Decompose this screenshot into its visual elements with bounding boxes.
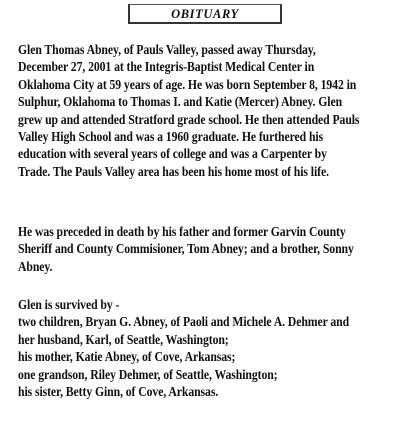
- biography-paragraph: [18, 41, 366, 180]
- text-line: his mother, Katie Abney, of Cove, Arkansas;: [18, 349, 236, 365]
- text-line: December 27, 2001 at the Integris-Baptist Medical Center in: [18, 59, 315, 75]
- text-line: Glen Thomas Abney, of Pauls Valley, passed away Thursday,: [18, 42, 316, 57]
- survived-by-paragraph: [18, 296, 366, 400]
- text-line: Abney.: [18, 258, 53, 274]
- text-line: one grandson, Riley Dehmer, of Seattle, Washington;: [18, 366, 278, 382]
- text-line: Sulphur, Oklahoma to Thomas I. and Katie (Mercer) Abney. Glen: [18, 94, 343, 110]
- text-line: education with several years of college and was a Carpenter by: [18, 146, 327, 162]
- text-line: Valley High School and was a 1960 graduate. He furthered his: [18, 129, 324, 145]
- text-line: his sister, Betty Ginn, of Cove, Arkansas.: [18, 384, 219, 400]
- text-line: her husband, Karl, of Seattle, Washington;: [18, 331, 229, 347]
- text-line: grew up and attended Stratford grade school. He then attended Pauls: [18, 111, 360, 127]
- text-line: Sheriff and County Commisioner, Tom Abney; and a brother, Sonny: [18, 241, 354, 257]
- preceded-in-death-paragraph: [18, 223, 366, 275]
- text-line: He was preceded in death by his father and former Garvin County: [18, 224, 346, 239]
- text-line: Oklahoma City at 59 years of age. He was born September 8, 1942 in: [18, 76, 357, 92]
- text-line: Trade. The Pauls Valley area has been his home most of his life.: [18, 163, 329, 179]
- text-line: two children, Bryan G. Abney, of Paoli and Michele A. Dehmer and: [18, 314, 350, 330]
- text-line: Glen is survived by -: [18, 297, 120, 312]
- obituary-header-box: [128, 4, 282, 24]
- obituary-heading: OBITUARY: [171, 7, 239, 21]
